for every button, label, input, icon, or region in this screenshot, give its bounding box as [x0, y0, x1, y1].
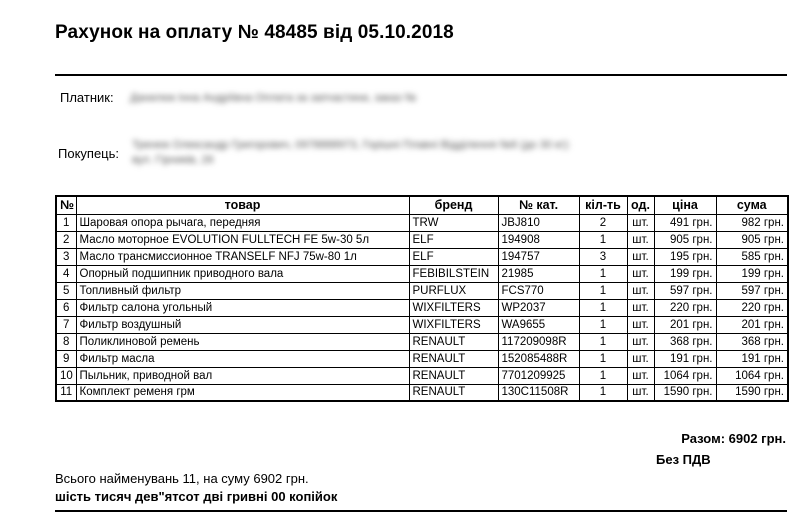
- table-row: [56, 248, 788, 265]
- cell-sum: 191 грн.: [716, 350, 788, 367]
- table-row: [56, 384, 788, 401]
- cell-sum: 982 грн.: [716, 214, 788, 231]
- col-header-quantity: кіл-ть: [579, 196, 627, 214]
- table-row: [56, 367, 788, 384]
- cell-unit: шт.: [627, 282, 654, 299]
- cell-brand: ELF: [409, 248, 498, 265]
- cell-brand: TRW: [409, 214, 498, 231]
- cell-brand: RENAULT: [409, 367, 498, 384]
- bottom-divider: [55, 510, 787, 512]
- cell-brand: PURFLUX: [409, 282, 498, 299]
- cell-price: 597 грн.: [654, 282, 716, 299]
- cell-product: Фильтр салона угольный: [76, 299, 409, 316]
- cell-quantity: 1: [579, 299, 627, 316]
- cell-product: Поликлиновой ремень: [76, 333, 409, 350]
- cell-price: 201 грн.: [654, 316, 716, 333]
- cell-sum: 220 грн.: [716, 299, 788, 316]
- cell-sum: 905 грн.: [716, 231, 788, 248]
- table-row: [56, 316, 788, 333]
- cell-price: 195 грн.: [654, 248, 716, 265]
- cell-quantity: 1: [579, 265, 627, 282]
- table-row: [56, 231, 788, 248]
- cell-sum: 199 грн.: [716, 265, 788, 282]
- cell-product: Фильтр масла: [76, 350, 409, 367]
- col-header-product: товар: [76, 196, 409, 214]
- cell-sum: 201 грн.: [716, 316, 788, 333]
- buyer-value-line2: вул. Гірників, 26: [132, 154, 214, 166]
- cell-number: 11: [56, 384, 76, 401]
- cell-product: Шаровая опора рычага, передняя: [76, 214, 409, 231]
- cell-product: Масло трансмиссионное TRANSELF NFJ 75w-80 1л: [76, 248, 409, 265]
- cell-product: Фильтр воздушный: [76, 316, 409, 333]
- cell-unit: шт.: [627, 384, 654, 401]
- cell-brand: WIXFILTERS: [409, 316, 498, 333]
- buyer-label: Покупець:: [58, 146, 120, 161]
- cell-number: 1: [56, 214, 76, 231]
- cell-unit: шт.: [627, 316, 654, 333]
- table-row: [56, 350, 788, 367]
- table-row: [56, 333, 788, 350]
- cell-quantity: 1: [579, 384, 627, 401]
- cell-catalog-number: WP2037: [498, 299, 579, 316]
- cell-sum: 597 грн.: [716, 282, 788, 299]
- cell-unit: шт.: [627, 265, 654, 282]
- cell-product: Пыльник, приводной вал: [76, 367, 409, 384]
- cell-brand: FEBIBILSTEIN: [409, 265, 498, 282]
- payer-value: Данилюк Інна Андріївна Оплата за запчастини, заказ №: [130, 92, 417, 104]
- col-header-number: №: [56, 196, 76, 214]
- payer-label: Платник:: [60, 90, 114, 105]
- items-table: [55, 195, 789, 402]
- cell-unit: шт.: [627, 299, 654, 316]
- table-row: [56, 214, 788, 231]
- cell-product: Опорный подшипник приводного вала: [76, 265, 409, 282]
- cell-quantity: 2: [579, 214, 627, 231]
- cell-sum: 1590 грн.: [716, 384, 788, 401]
- cell-price: 905 грн.: [654, 231, 716, 248]
- table-row: [56, 265, 788, 282]
- amount-in-words: шість тисяч дев"ятсот дві гривні 00 копійок: [55, 489, 338, 504]
- cell-unit: шт.: [627, 214, 654, 231]
- cell-quantity: 3: [579, 248, 627, 265]
- cell-price: 199 грн.: [654, 265, 716, 282]
- cell-unit: шт.: [627, 350, 654, 367]
- vat-note: Без ПДВ: [656, 452, 711, 467]
- cell-brand: ELF: [409, 231, 498, 248]
- cell-unit: шт.: [627, 231, 654, 248]
- table-row: [56, 299, 788, 316]
- table-header-row: [56, 196, 788, 214]
- cell-price: 191 грн.: [654, 350, 716, 367]
- cell-catalog-number: 130C11508R: [498, 384, 579, 401]
- cell-quantity: 1: [579, 350, 627, 367]
- cell-price: 220 грн.: [654, 299, 716, 316]
- cell-number: 3: [56, 248, 76, 265]
- cell-unit: шт.: [627, 248, 654, 265]
- col-header-catalog-number: № кат.: [498, 196, 579, 214]
- col-header-unit: од.: [627, 196, 654, 214]
- cell-price: 368 грн.: [654, 333, 716, 350]
- buyer-value-line1: Тренюк Олександр Григорович, 0978888973, Горішні Плавні Відділення №6 (до 30 кг):: [132, 139, 571, 151]
- cell-product: Топливный фильтр: [76, 282, 409, 299]
- cell-number: 5: [56, 282, 76, 299]
- top-divider: [55, 74, 787, 76]
- total-amount: Разом: 6902 грн.: [681, 431, 786, 446]
- cell-sum: 585 грн.: [716, 248, 788, 265]
- cell-catalog-number: 194757: [498, 248, 579, 265]
- col-header-price: ціна: [654, 196, 716, 214]
- cell-catalog-number: FCS770: [498, 282, 579, 299]
- cell-price: 1064 грн.: [654, 367, 716, 384]
- cell-quantity: 1: [579, 367, 627, 384]
- cell-unit: шт.: [627, 333, 654, 350]
- cell-number: 2: [56, 231, 76, 248]
- cell-catalog-number: 117209098R: [498, 333, 579, 350]
- cell-number: 10: [56, 367, 76, 384]
- cell-quantity: 1: [579, 282, 627, 299]
- cell-price: 491 грн.: [654, 214, 716, 231]
- cell-catalog-number: WA9655: [498, 316, 579, 333]
- cell-number: 7: [56, 316, 76, 333]
- col-header-brand: бренд: [409, 196, 498, 214]
- cell-catalog-number: 194908: [498, 231, 579, 248]
- table-row: [56, 282, 788, 299]
- cell-sum: 368 грн.: [716, 333, 788, 350]
- cell-product: Комплект ременя грм: [76, 384, 409, 401]
- cell-price: 1590 грн.: [654, 384, 716, 401]
- items-summary: Всього найменувань 11, на суму 6902 грн.: [55, 471, 309, 486]
- cell-brand: WIXFILTERS: [409, 299, 498, 316]
- cell-quantity: 1: [579, 333, 627, 350]
- invoice-title: Рахунок на оплату № 48485 від 05.10.2018: [55, 22, 454, 43]
- cell-catalog-number: 152085488R: [498, 350, 579, 367]
- cell-sum: 1064 грн.: [716, 367, 788, 384]
- cell-brand: RENAULT: [409, 384, 498, 401]
- cell-quantity: 1: [579, 231, 627, 248]
- cell-number: 9: [56, 350, 76, 367]
- col-header-sum: сума: [716, 196, 788, 214]
- cell-brand: RENAULT: [409, 350, 498, 367]
- cell-product: Масло моторное EVOLUTION FULLTECH FE 5w-30 5л: [76, 231, 409, 248]
- cell-number: 4: [56, 265, 76, 282]
- cell-number: 8: [56, 333, 76, 350]
- cell-catalog-number: 21985: [498, 265, 579, 282]
- cell-number: 6: [56, 299, 76, 316]
- cell-catalog-number: JBJ810: [498, 214, 579, 231]
- cell-catalog-number: 7701209925: [498, 367, 579, 384]
- cell-brand: RENAULT: [409, 333, 498, 350]
- cell-unit: шт.: [627, 367, 654, 384]
- cell-quantity: 1: [579, 316, 627, 333]
